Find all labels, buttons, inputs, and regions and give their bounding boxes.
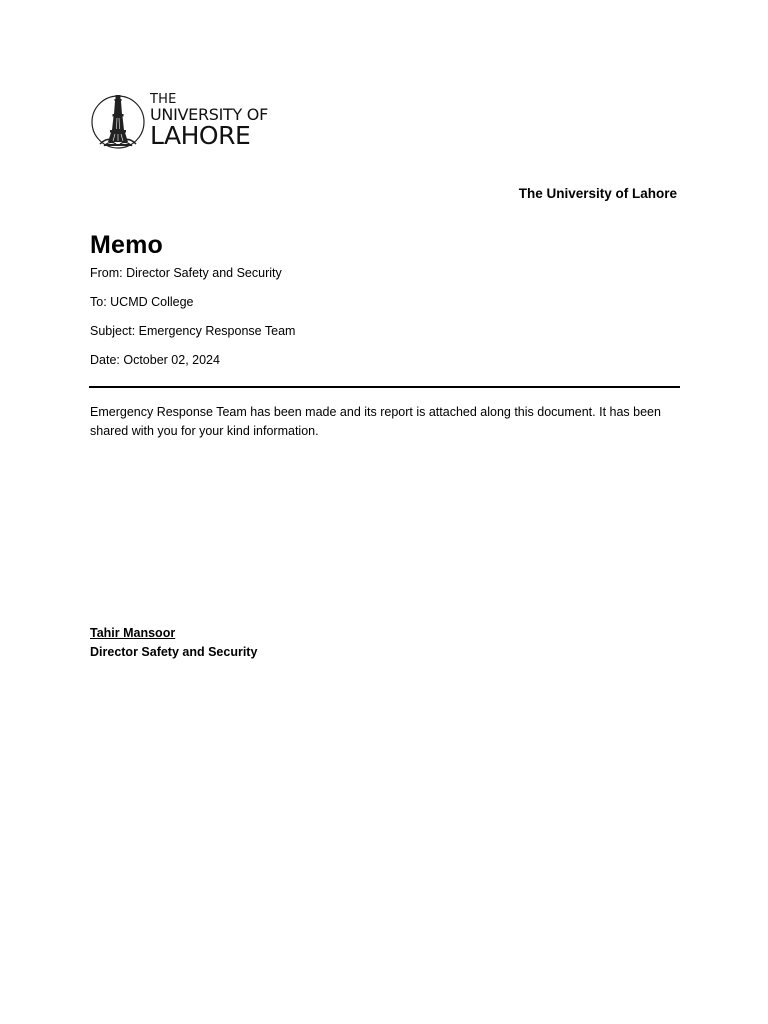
logo-line-the: THE: [150, 92, 177, 107]
logo-wordmark: [150, 93, 268, 148]
signatory-name: Tahir Mansoor: [90, 626, 176, 640]
university-logo: [90, 92, 280, 154]
header-divider: [89, 386, 680, 388]
memo-body: Emergency Response Team has been made and its report is attached along this document. It has been shared with you for your kind information.: [90, 405, 661, 438]
memo-title: Memo: [90, 231, 164, 259]
logo-line-university-of: UNIVERSITY OF: [150, 105, 268, 124]
logo-line-lahore: LAHORE: [150, 121, 251, 150]
memo-date: Date: October 02, 2024: [90, 353, 220, 367]
memo-from: From: Director Safety and Security: [90, 266, 282, 280]
organization-name: The University of Lahore: [518, 186, 677, 201]
minar-emblem-icon: [90, 92, 146, 152]
signatory-title: Director Safety and Security: [90, 645, 258, 659]
memo-to: To: UCMD College: [90, 295, 194, 309]
memo-subject: Subject: Emergency Response Team: [90, 324, 296, 338]
